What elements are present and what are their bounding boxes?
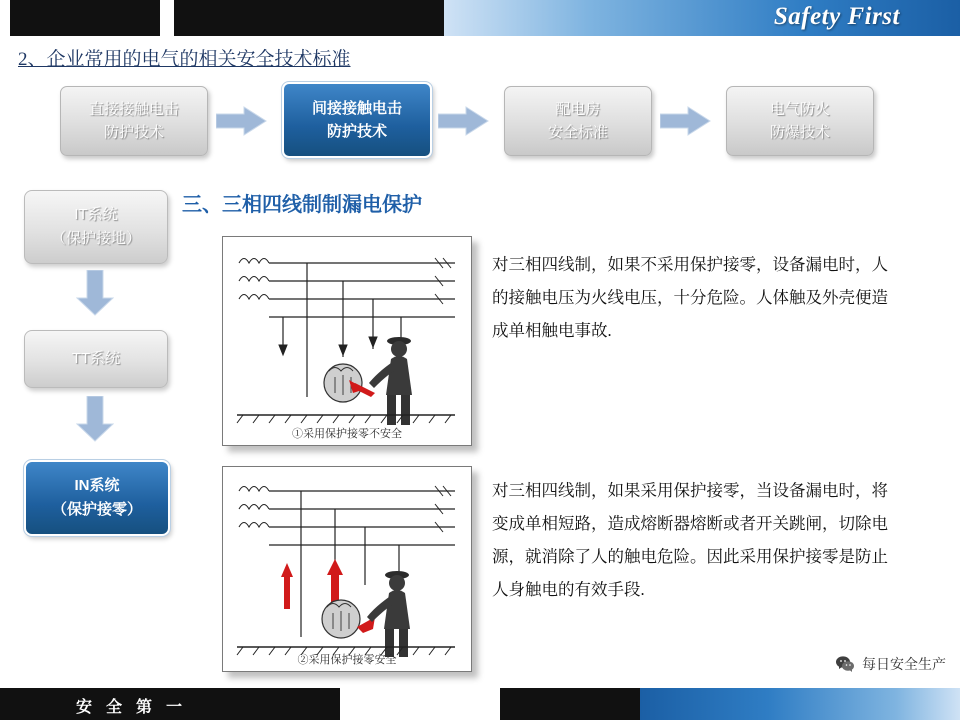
chain-box-line2: （保护接零） [51,501,142,518]
banner-segment-black-left [10,0,160,36]
footer-slogan: 安 全 第 一 [76,699,188,716]
flow-box-distribution-room[interactable] [504,86,652,156]
figure-with-protective-neutral [222,466,472,672]
arrow-down-icon [76,270,114,316]
wechat-tag [835,654,946,674]
section-heading: 2、企业常用的电气的相关安全技术标准 [18,49,351,70]
footer-segment-black-right [500,688,640,720]
flow-box-line2: 安全标准 [547,124,608,141]
flow-box-line1: 配电房 [555,100,601,118]
footer-segment-white [340,688,500,720]
arrow-down-icon [76,396,114,442]
bottom-banner [0,688,960,720]
chain-box-in-system[interactable] [24,460,170,536]
chain-box-line1: TT系统 [71,350,121,367]
chain-box-line2: （保护接地） [50,230,141,247]
banner-segment-white-left [0,0,10,36]
arrow-right-icon [438,106,490,136]
chain-box-line1: IN系统 [74,477,120,494]
arrow-right-icon [216,106,268,136]
flow-box-indirect-contact[interactable] [282,82,432,158]
flow-box-direct-contact[interactable] [60,86,208,156]
paragraph-with-protective-neutral: 对三相四线制，如果采用保护接零，当设备漏电时，将变成单相短路，造成熔断器熔断或者开关跳闸，切除电源，就消除了人的触电危险。因此采用保护接零是防止人身触电的有效手段. [492,481,888,599]
flow-box-line1: 电气防火 [769,100,830,118]
footer-segment-blue [640,688,960,720]
banner-segment-white-mid [160,0,174,36]
banner-segment-black-mid [174,0,444,36]
chain-box-it-system[interactable] [24,190,168,264]
figure-caption: ②采用保护接零安全 [297,654,397,666]
paragraph-no-protective-neutral: 对三相四线制，如果不采用保护接零，设备漏电时，人的接触电压为火线电压，十分危险。人体触及外壳便造成单相触电事故. [492,255,888,340]
wechat-label: 每日安全生产 [862,656,946,672]
figure-caption: ①采用保护接零不安全 [292,428,402,440]
page-title: Safety First [773,3,900,30]
flow-box-line1: 间接接触电击 [311,99,402,117]
arrow-right-icon [660,106,712,136]
system-chain [24,190,174,540]
flow-box-line1: 直接接触电击 [88,100,179,118]
flow-box-line2: 防护技术 [103,124,164,141]
chain-box-tt-system[interactable] [24,330,168,388]
figure-no-protective-neutral [222,236,472,446]
wechat-icon [835,654,855,674]
flow-box-line2: 防护技术 [326,123,387,140]
flow-box-fire-explosion[interactable] [726,86,874,156]
flow-diagram [60,86,950,164]
chain-box-line1: IT系统 [74,206,118,223]
sub-heading: 三、三相四线制制漏电保护 [182,194,422,216]
top-banner [0,0,960,36]
flow-box-line2: 防爆技术 [769,124,830,141]
